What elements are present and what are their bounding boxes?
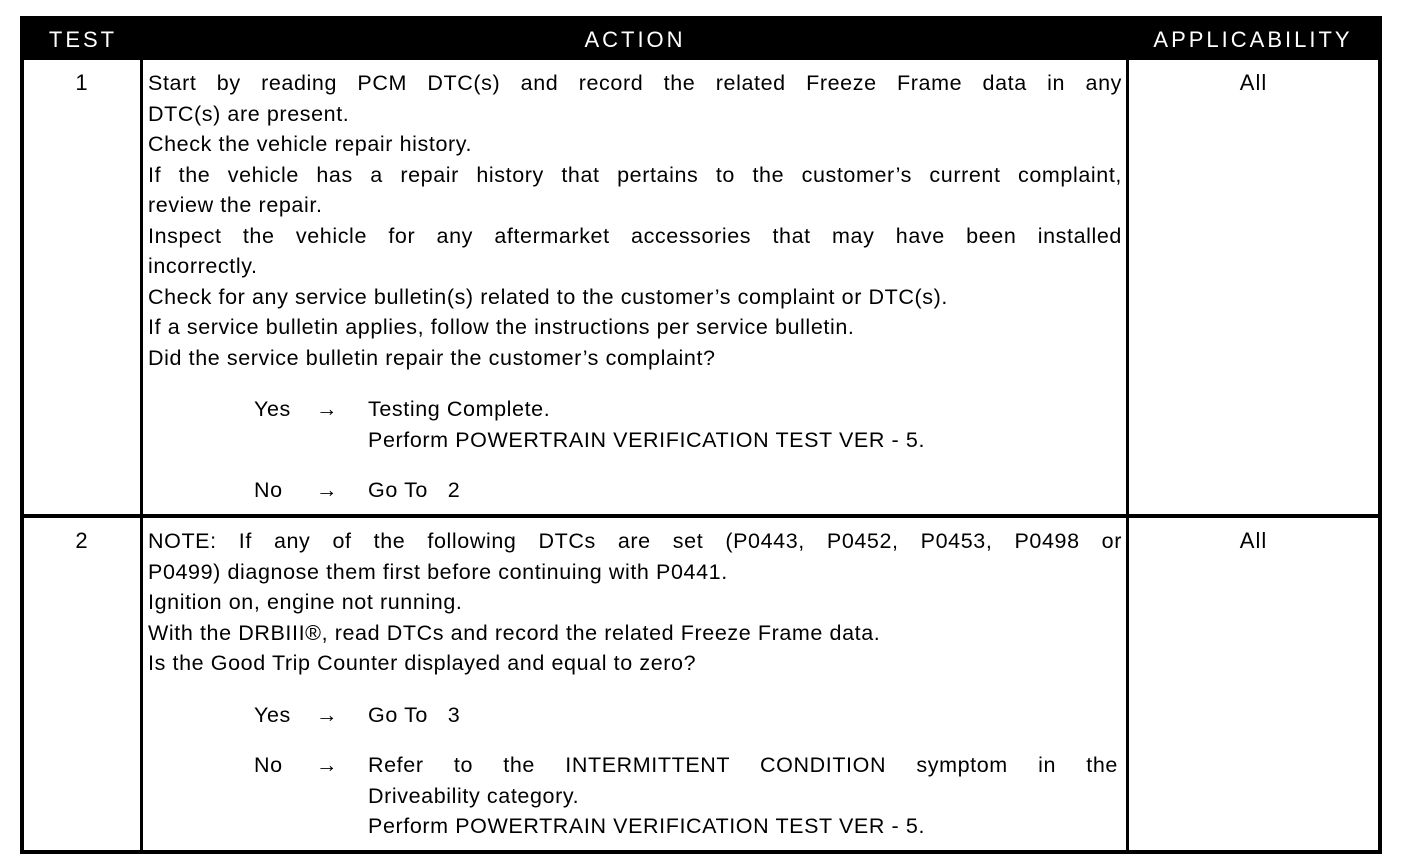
action-text-1 — [148, 68, 1122, 373]
answer-result — [368, 475, 1118, 506]
action-line: review the repair. — [148, 193, 323, 217]
result-line: Perform POWERTRAIN VERIFICATION TEST VER - 5. — [368, 814, 926, 838]
action-line: Did the service bulletin repair the customer’s complaint? — [148, 345, 716, 370]
action-line: If a service bulletin applies, follow the instructions per service bulletin. — [148, 315, 855, 339]
result-line: Go To 2 — [368, 478, 461, 502]
result-line: Refer to the INTERMITTENT CONDITION symptom in the — [368, 753, 1118, 777]
result-line: Driveability category. — [368, 783, 580, 808]
test-number-1: 1 — [75, 70, 89, 95]
arrow-icon: → — [316, 397, 339, 421]
row-divider — [24, 514, 1378, 518]
arrow-icon: → — [316, 753, 339, 777]
answer-label: No — [254, 753, 283, 777]
action-line: Inspect the vehicle for any aftermarket accessories that may have been installed — [148, 223, 1122, 248]
answer-result — [368, 394, 1118, 455]
action-line: incorrectly. — [148, 254, 258, 278]
action-line: Is the Good Trip Counter displayed and equal to zero? — [148, 651, 697, 675]
action-line: DTC(s) are present. — [148, 101, 350, 126]
answer-result — [368, 750, 1118, 842]
result-line: Testing Complete. — [368, 397, 551, 421]
action-text-2 — [148, 526, 1122, 679]
table-header — [24, 20, 1378, 60]
applicability-1: All — [1239, 70, 1268, 95]
arrow-icon: → — [316, 703, 339, 727]
action-line: With the DRBIII®, read DTCs and record the related Freeze Frame data. — [148, 620, 881, 645]
header-action: ACTION — [584, 27, 686, 52]
test-number-2: 2 — [75, 528, 89, 553]
result-line: Perform POWERTRAIN VERIFICATION TEST VER - 5. — [368, 427, 926, 452]
applicability-2: All — [1239, 528, 1268, 553]
action-line: P0499) diagnose them first before continuing with P0441. — [148, 559, 728, 584]
answer-result — [368, 700, 1118, 731]
column-divider — [1126, 60, 1129, 850]
answer-label: Yes — [254, 703, 291, 727]
action-line: Check the vehicle repair history. — [148, 132, 473, 156]
action-line: If the vehicle has a repair history that pertains to the customer’s current complaint, — [148, 162, 1122, 187]
header-test: TEST — [48, 27, 118, 52]
answer-label: No — [254, 478, 283, 502]
action-line: Start by reading PCM DTC(s) and record the related Freeze Frame data in any — [148, 71, 1122, 95]
header-applicability: APPLICABILITY — [1153, 27, 1353, 52]
column-divider — [140, 60, 143, 850]
answer-label: Yes — [254, 397, 291, 421]
diagnostic-test-table — [20, 16, 1382, 854]
result-line: Go To 3 — [368, 703, 461, 727]
action-line: Check for any service bulletin(s) related to the customer’s complaint or DTC(s). — [148, 284, 948, 309]
action-line: Ignition on, engine not running. — [148, 590, 463, 614]
arrow-icon: → — [316, 478, 339, 502]
action-line: NOTE: If any of the following DTCs are set (P0443, P0452, P0453, P0498 or — [148, 529, 1122, 553]
